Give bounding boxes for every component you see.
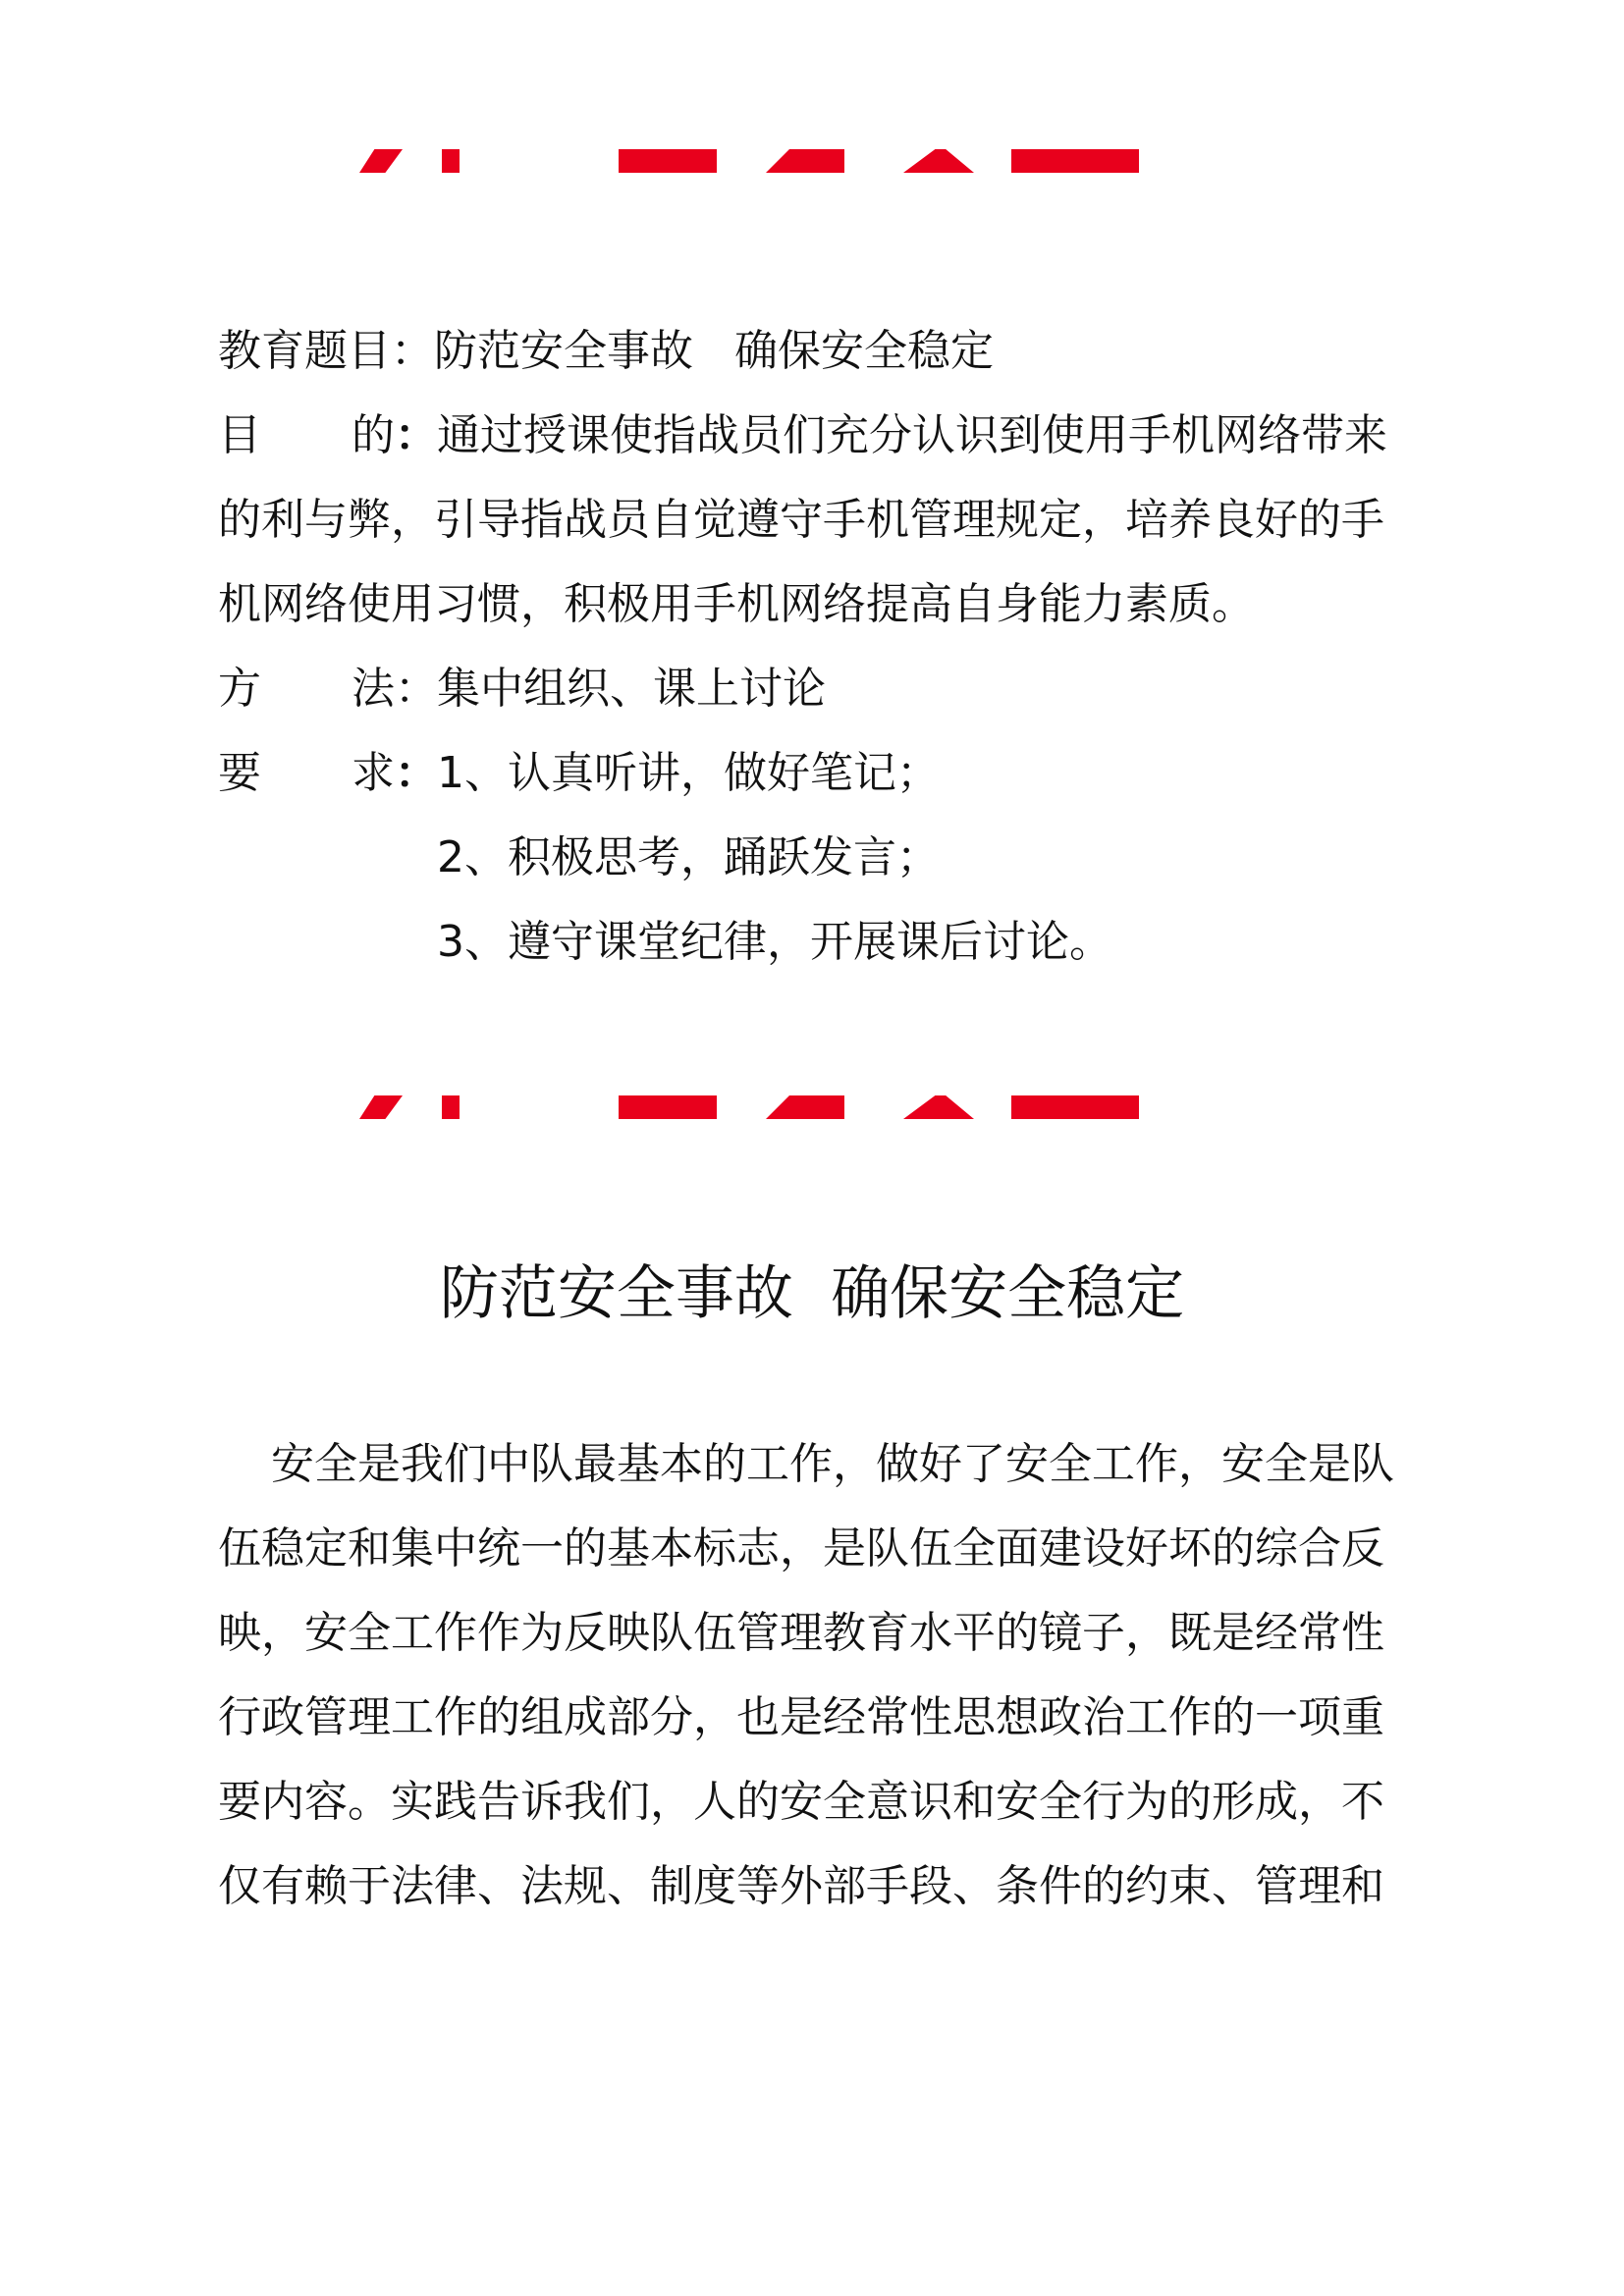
body-line-6: 仅有赖于法律、法规、制度等外部手段、条件的约束、管理和 (218, 1861, 1384, 1911)
page-title: 防范安全事故 确保安全稳定 (439, 1259, 1185, 1328)
requirement-label: 要 求： (218, 748, 438, 798)
body-line-1: 安全是我们中队最基本的工作，做好了安全工作，安全是队 (271, 1439, 1394, 1489)
requirement-line-1 (218, 744, 940, 803)
subject-value: 防范安全事故 确保安全稳定 (434, 326, 994, 376)
requirement-item-2: 2、积极思考，踊跃发言； (437, 832, 940, 882)
method-label: 方 法： (218, 664, 438, 714)
method-value: 集中组织、课上讨论 (437, 664, 826, 714)
subject-line (218, 322, 994, 381)
method-line (218, 660, 826, 719)
body-line-5: 要内容。实践告诉我们，人的安全意识和安全行为的形成，不 (218, 1777, 1384, 1827)
purpose-line-3: 机网络使用习惯，积极用手机网络提高自身能力素质。 (218, 579, 1255, 629)
body-line-4: 行政管理工作的组成部分，也是经常性思想政治工作的一项重 (218, 1692, 1384, 1742)
requirement-item-3: 3、遵守课堂纪律，开展课后讨论。 (437, 917, 1112, 967)
red-header-band-bottom (353, 1095, 1139, 1119)
subject-label: 教育题目： (218, 326, 434, 376)
red-header-band-top (353, 149, 1139, 173)
requirement-item-1: 1、认真听讲，做好笔记； (437, 748, 940, 798)
purpose-line-2: 的利与弊，引导指战员自觉遵守手机管理规定，培养良好的手 (218, 495, 1384, 545)
purpose-text-1: 通过授课使指战员们充分认识到使用手机网络带来 (437, 410, 1387, 460)
purpose-line-1 (218, 406, 1387, 465)
body-line-2: 伍稳定和集中统一的基本标志，是队伍全面建设好坏的综合反 (218, 1523, 1384, 1574)
purpose-label: 目 的： (218, 410, 438, 460)
body-line-3: 映，安全工作作为反映队伍管理教育水平的镜子，既是经常性 (218, 1608, 1384, 1658)
